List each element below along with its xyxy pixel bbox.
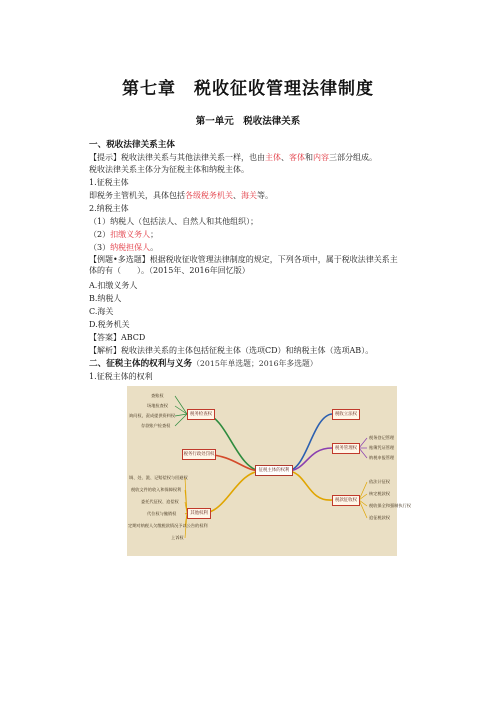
paragraph-subjects: 税收法律关系主体分为征税主体和纳税主体。 — [89, 165, 249, 174]
p3-highlight-tax-organs: 各级税务机关 — [185, 191, 233, 200]
p3-highlight-customs: 海关 — [241, 191, 257, 200]
paragraph-tax-authorities — [89, 190, 409, 201]
chapter-title: 第七章 税收征收管理法律制度 — [122, 79, 374, 99]
tip-highlight-object: 客体 — [289, 153, 305, 162]
list-suffix: ； — [150, 230, 159, 239]
mindmap-image — [127, 386, 411, 556]
mindmap-node-other: 其他权利 — [187, 508, 211, 519]
mindmap-node-collection: 税款征收权 — [332, 495, 360, 506]
mindmap-leaf: 账簿凭证管理 — [369, 445, 395, 450]
list-suffix: 。 — [150, 243, 159, 252]
mindmap-center-node: 征税主体的权利 — [255, 465, 293, 476]
section-heading-1: 一、税收法律关系主体 — [89, 140, 175, 150]
mindmap-leaf: 定期对纳税人欠缴税款情况予以公告的权利 — [128, 523, 208, 528]
option-a: A.扣缴义务人 — [89, 281, 138, 290]
mindmap-leaf: 追征税款权 — [369, 515, 390, 520]
list-prefix: （3） — [89, 243, 111, 252]
mindmap-leaf: 上诉权 — [171, 535, 184, 540]
analysis: 【解析】税收法律关系的主体包括征税主体（选项CD）和纳税主体（选项AB）。 — [89, 346, 374, 355]
p3-text-a: 即税务主管机关，具体包括 — [89, 191, 185, 200]
mindmap-leaf: 税务登记管理 — [369, 435, 395, 440]
tip-text-a: 【提示】税收法律关系与其他法律关系一样，也由 — [89, 153, 265, 162]
mindmap-leaf: 税收保全和强制执行权 — [369, 503, 411, 508]
tip-text-b: 、 — [281, 153, 289, 162]
tip-text-d: 三部分组成。 — [329, 153, 377, 162]
tip-paragraph — [89, 152, 409, 163]
mindmap-node-inspection: 税务检查权 — [187, 409, 215, 420]
section-heading-2-note: （2015年单选题；2016年多选题） — [192, 359, 318, 368]
tip-highlight-content: 内容 — [313, 153, 329, 162]
p3-text-b: 、 — [233, 191, 241, 200]
mindmap-leaf: 询问权，责成提供资料权 — [129, 413, 176, 418]
list-heading-tax-collector: 1.征税主体 — [89, 178, 129, 187]
mindmap-leaf: 调、处、派、记赔偿权与回避权 — [129, 475, 188, 480]
option-c: C.海关 — [89, 307, 114, 316]
answer: 【答案】ABCD — [89, 333, 146, 342]
mindmap-leaf: 核定税款权 — [369, 491, 390, 496]
mindmap-leaf: 查账权 — [151, 393, 164, 398]
option-d: D.税务机关 — [89, 320, 130, 329]
mindmap-node-legislation: 税收立法权 — [332, 409, 360, 420]
unit-title: 第一单元 税收法律关系 — [195, 116, 301, 127]
list-heading-collector-rights: 1.征税主体的权利 — [89, 372, 153, 381]
mindmap-leaf: 代位权与撤销权 — [147, 511, 177, 516]
tip-text-c: 和 — [305, 153, 313, 162]
mindmap-node-penalty: 税务行政处罚权 — [182, 449, 216, 460]
section-heading-2 — [89, 358, 409, 370]
mindmap-leaf: 纳税申报管理 — [369, 455, 395, 460]
list-item-withholding-agent — [89, 229, 409, 240]
list-item-taxpayer: （1）纳税人（包括法人、自然人和其他组织）； — [89, 217, 259, 226]
mindmap-leaf: 存款账户检查权 — [141, 423, 171, 428]
tip-highlight-subject: 主体 — [265, 153, 281, 162]
list-prefix: （2） — [89, 230, 111, 239]
mindmap-leaf: 依法计征权 — [369, 479, 390, 484]
withholding-agent-highlight: 扣缴义务人 — [110, 230, 151, 239]
mindmap-leaf: 场地检查权 — [147, 403, 168, 408]
mindmap-node-management: 税务管理权 — [332, 443, 360, 454]
p3-text-c: 等。 — [257, 191, 273, 200]
list-heading-taxpayer: 2.纳税主体 — [89, 204, 129, 213]
list-item-guarantor — [89, 242, 409, 253]
section-heading-2-text: 二、征税主体的权利与义务 — [89, 359, 193, 369]
guarantor-highlight: 纳税担保人 — [110, 243, 151, 252]
option-b: B.纳税人 — [89, 294, 122, 303]
mindmap-leaf: 税收文件的收入和保障权利 — [131, 487, 182, 492]
mindmap-leaf: 委托代征权、追偿权 — [141, 499, 179, 504]
example-question: 【例题•多选题】根据税收征收管理法律制度的规定，下列各项中，属于税收法律关系主体的有（ ）。（2015年、2016年回忆版） — [89, 255, 398, 275]
